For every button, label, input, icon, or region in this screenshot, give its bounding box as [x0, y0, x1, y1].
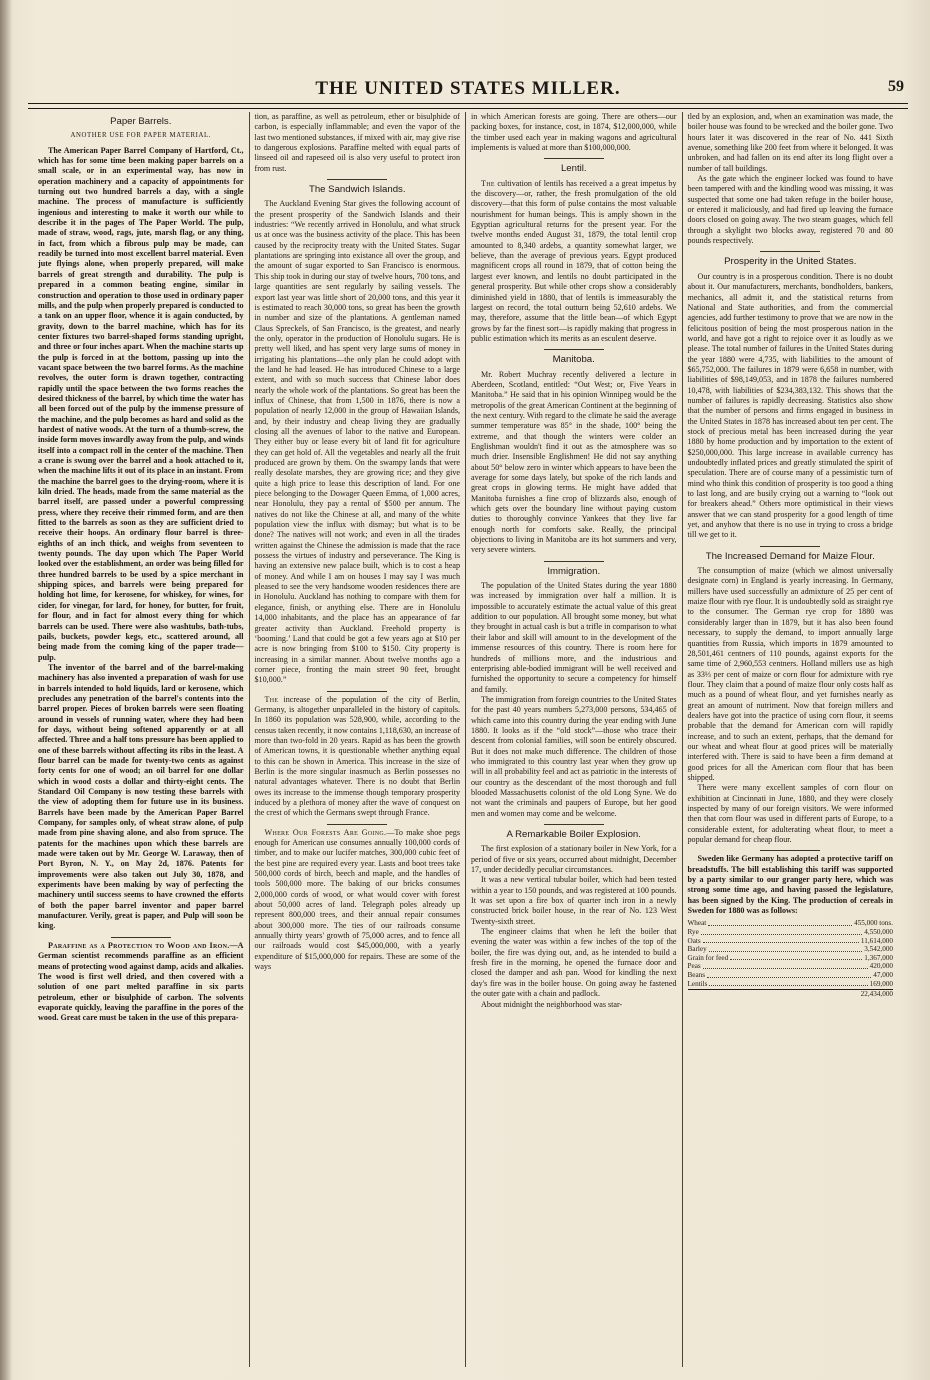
- cereal-production-table: [688, 919, 894, 998]
- article-heading: Lentil.: [560, 163, 587, 175]
- table-row-label: Peas: [687, 962, 701, 971]
- table-row-value: 420,000: [869, 962, 893, 971]
- article-paragraph: [471, 844, 677, 875]
- article-heading: Immigration.: [547, 565, 601, 577]
- paragraph-text: The American Paper Barrel Company of Hartford, Ct., which has for some time been making paper barrels on a small scale, or in an experimental way, has now in operation machinery and a capacity of appointments for turning out two hundred barrels a day, with a single machine. The process of manufacture is sufficiently ingenious and interesting to make it worth our while to describe it in the pages of The Paper World. The pulp, made of straw, wood, rags, jute, marsh flag, or any thing, in fact, from which a fibrous pulp may be made, can readily be turned into most excellent barrel material. Even jute flyings alone, when properly prepared, will make barrels of great strength and durability. The pulp is prepared in a common beating engine, similar in construction and operation to those used in ordinary paper mills, and the pulp when properly prepared is conducted to a tank on an upper floor, whence it is again conducted, by gravity, down to the barrel machine, which has for its center fixtures two barrel-shaped forms standing upright, and three or four inches apart. When the machine starts up the pulp is forced in at the bottom, passing up into the vacant space between the two barrel forms. As the machine revolves, the outer form is drawn together, contracting rapidly until the space between the two forms reaches the desired thickness of the barrel, by which time the water has all been forced out of the pulp by the immense pressure of the machine, and the pulp becomes as hard and solid as the hardest of native woods. At the turn of a thumb-screw, the inside form moves inwardly away from the pulp, and winds itself into a compact roll in the center of the machine. Then a crane is swung over the barrel and a hook attached to it, when the machine lifts it out of its place in an instant. From the machine the barrel goes to the drying-room, where it is kiln dried. The heads, made from the same material as the barrel itself, are passed under a powerful compressing press, where they receive their rimmed form, and are then fitted to the barrels as soon as they are sufficient dried to receive their hoops. An ordinary flour barrel is three-eighths of an inch thick, and weighs from seventeen to twenty pounds. The day upon which The Paper World looked over the establishment, an order was being filled for three hundred barrels to be used by a spice merchant in shipping spices, and barrels were being prepared for holding hot lime, for kerosene, for whiskey, for wines, for cider, for vinegar, for lard, for honey, for butter, for fruit, for flour, and in fact for almost every thing for which barrels can be used. There were also washtubs, bath-tubs, pails, buckets, powder kegs, etc., scattered around, all being made from the coming king of the paper trade—pulp.: [38, 145, 244, 662]
- article-paragraph: [471, 927, 677, 999]
- article-heading: The Increased Demand for Maize Flour.: [705, 550, 875, 562]
- article-paragraph: [471, 179, 677, 345]
- table-row-label: Beans: [687, 971, 706, 979]
- leader-dots: [701, 928, 862, 935]
- article-paragraph: [471, 581, 677, 695]
- section-divider: [544, 158, 604, 159]
- section-divider: [760, 850, 820, 851]
- article-paragraph: [471, 370, 677, 556]
- table-row-value: 1,367,000: [864, 953, 893, 962]
- table-row: [688, 980, 894, 989]
- leader-dots: [708, 919, 852, 926]
- paragraph-text: The engineer claims that when he left the boiler that evening the water was within a few inches of the top of the boiler, the fire was dying out, and, as he intended to build a fresh fire in the morning, he opened the furnace door and closed the damper and ash pan. Wood for kindling the next day's fire was in the boiler house. On going away he fastened the outer gate with a chain and padlock.: [471, 927, 677, 999]
- paragraph-text: The population of the United States during the year 1880 was increased by immigration over half a million. It is impossible to accurately estimate the actual value of this great addition to our population. All brought some money, but what they brought in actual cash is but a trifle in comparison to what their labor and skill will amount to in the development of the immense resources of this country. There is room here for hundreds of millions more, and the industrious and enterprising able-bodied immigrant will be well received and furnished the opportunity to secure a competency for himself and family.: [471, 581, 677, 694]
- article-paragraph: [471, 112, 677, 153]
- leader-dots: [709, 945, 863, 952]
- article-paragraph: [255, 112, 461, 174]
- paragraph-text: tled by an explosion, and, when an examination was made, the boiler house was found to be wrecked and the boiler gone. Two hours later it was discovered in the rear of No. 441 Sixth avenue, something like 200 feet from where it belonged. It was unbroken, and had fallen on its end after its long flight over a number of tall buildings.: [687, 112, 893, 173]
- table-row-value: 3,542,000: [864, 945, 893, 954]
- column-3: [466, 112, 683, 1367]
- article-heading: A Remarkable Boiler Explosion.: [506, 829, 641, 840]
- paragraph-text: The first explosion of a stationary boiler in New York, for a period of five or six years, occurred about midnight, December 17, under decidedly peculiar circumstances.: [471, 844, 677, 875]
- paragraph-lead: Where Our Forests Are Going.: [264, 827, 387, 837]
- leader-dots: [703, 962, 868, 969]
- paragraph-text: Mr. Robert Muchray recently delivered a lecture in Aberdeen, Scotland, entitled: “Out West; or, Five Years in Manitoba.” He said that in his opinion Winnipeg would be the metropolis of the great American Continent at the beginning of the next century. With regard to the climate he said the average summer temperature was 85° in the shade, 100° being the extreme, and that though the winters were colder an Englishman wouldn't find it out as the atmosphere was so much drier. Insensible Englishmen! He did not say anything about 50° below zero in winter which appears to have been the average for some days lately, but spoke of the rich lands and great crops in glowing terms. He might have added that Manitoba furnishes a fine crop of blizzards also, enough of which gets over the boundary line without paying custom duties to thoroughly convince Yankees that they live far enough north for comforts sake. Really, the principal objections to living in Manitoba are its hot summers and very, very severe winters.: [471, 369, 677, 555]
- paragraph-text: About midnight the neighborhood was star-: [481, 999, 623, 1009]
- table-row: [688, 945, 894, 954]
- paragraph-text: in which American forests are going. There are others—our packing boxes, for instance, cost, in 1874, $12,000,000, while the timber used each year in making wagons and agricultural implements is valued at more than $100,000,000.: [471, 112, 677, 153]
- article-paragraph: [471, 1000, 677, 1010]
- column-4: [683, 112, 899, 1367]
- paragraph-text: As the gate which the engineer locked was found to have been tampered with and the kindling wood was missing, it was suspected that some one had taken refuge in the boiler house, or entered it maliciously, and had fired up leaving the furnace doors closed on going away. The two steam guages, which fell through a skylight two blocks away, registered 70 and 80 pounds respectively.: [687, 174, 893, 246]
- article-paragraph: [38, 663, 244, 932]
- article-paragraph: [255, 828, 461, 973]
- paragraph-lead: Paraffine as a Protection to Wood and Iron.: [48, 940, 230, 950]
- table-row: [688, 937, 894, 946]
- article-heading: Paper Barrels.: [110, 116, 172, 127]
- page-header: [28, 78, 908, 100]
- article-paragraph: [688, 783, 894, 845]
- leader-dots: [707, 971, 871, 978]
- article-subheading: ANOTHER USE FOR PAPER MATERIAL.: [70, 132, 212, 140]
- article-paragraph: [255, 199, 461, 685]
- table-row-label: Wheat: [687, 919, 707, 928]
- table-row-value: 169,000: [869, 979, 893, 988]
- section-divider: [544, 561, 604, 562]
- article-paragraph: [471, 695, 677, 819]
- table-row: [688, 962, 894, 971]
- article-columns: [33, 112, 898, 1367]
- article-paragraph: [688, 174, 894, 246]
- table-row-value: 11,614,000: [860, 936, 893, 945]
- leader-dots: [703, 937, 859, 944]
- article-paragraph: [38, 941, 244, 1024]
- article-paragraph: [688, 112, 894, 174]
- section-divider: [760, 546, 820, 547]
- paragraph-text: The inventor of the barrel and of the barrel-making machinery has also invented a preparation of wash for use in barrels intended to hold liquids, lard or kerosene, which precludes any penetration of the barrel's contents into the barrel proper. Pieces of broken barrels were seen floating around in vessels of running water, where they had been for days, without being softened apparently or at all affected. Three and a half tons pressure has been applied to one of these barrels without affecting its ribs in the least. A flour barrel can be made for twenty-two cents as against forty cents for one of wood; an oil barrel for one dollar which in wood costs a dollar and thirty-eight cents. The Standard Oil Company is now testing these barrels with the view of adopting them for future use in its business. Barrels have been made by the American Paper Barrel Company, for samples only, of wheat straw alone, of pulp made from pine shaving alone, and also from spruce. The patents for the machines upon which these barrels are made were taken out by Mr. George W. Laraway, then of Port Byron, N. Y., on May 2d, 1876. Patents for improvements were also taken out July 30, 1878, and experiments have been making by way of perfecting the machinery until success seems to have crowned the efforts of both the paper barrel inventor and paper barrel manufacturer. Verily, great is paper, and Pulp will soon be king.: [38, 662, 244, 931]
- page-number: 59: [888, 78, 904, 95]
- table-row: [688, 928, 894, 937]
- paragraph-lead: The: [481, 178, 495, 188]
- column-1: [33, 112, 250, 1367]
- table-total: 22,434,000: [688, 989, 894, 999]
- paragraph-text: Sweden like Germany has adopted a protective tariff on breadstuffs. The bill establishing this tariff was supported by a party similar to our granger party here, which was strong some time ago, and having passed the legislature, has been signed by the King. The production of cereals in Sweden for 1880 was as follows:: [687, 854, 893, 916]
- section-divider: [327, 691, 387, 692]
- table-row-label: Oats: [687, 936, 701, 945]
- table-row: [688, 954, 894, 963]
- paragraph-text: The immigration from foreign countries to the United States for the past 40 years numbers 5,273,000 persons, 534,465 of which came into this country during the year ending with June 1880. It looks as if the “old stock”—those who trace their descent from colonial families, will soon be entirely obscured. But it does not make much difference. The children of those who immigrated to this country last year when they grow up will in all probability feel and act as patriotic in the interests of our country as the descendant of the most thorough and full blooded Massachusetts colonist of the old Long Syne. We do not want the criminals and paupers of Europe, but her good men and women may come and be welcome.: [471, 694, 677, 818]
- paragraph-text: It was a new vertical tubular boiler, which had been tested within a year to 150 pounds, and was registered at 100 pounds. It was set upon a fire box of quarter inch iron in a newly constructed brick boiler house, in the rear of No. 123 West Twenty-sixth street.: [471, 875, 677, 926]
- paragraph-text: The Auckland Evening Star gives the following account of the present prosperity of the Sandwich Islands and their industries: “We recently arrived in Honolulu, and what struck us at once was the business activity of the place. This has been caused by the reciprocity treaty with the United States. Sugar plantations are springing into existance all over the group, and the amount of sugar exported to San Francisco is enormous. This ship took in during our stay of twelve hours, 700 tons, and large quantities are sent regularly by sailing vessels. The export last year was little short of 20,000 tons, and this year it is estimated to reach 30,000 tons, so great has been the growth in number and size of the plantations. A gentleman named Claus Spreckels, of San Francisco, is the greatest, and nearly the only, operator in the production of Honolulu sugars. He is pretty well liked, and has spent very large sums of money in irrigating his plantations—the only plan he could adopt with the land he had leased. He has introduced Chinese to a large extent, and with so much success that Chinese labor does nearly the whole work of the plantations. So great has been the influx of Chinese, that from 1,500 in 1876, there is now a population of nearly 12,000 in the group of Hawaiian Islands, and, by their industry and cheap living they are gradually closing all the avenues of labor to the native and European. They either buy or lease every bit of land fit for agriculture they can get hold of. All the vegetables and nearly all the fruit produced are grown by them. On the swampy lands that were really desolate marshes, they are growing rice; and they give quite a high price to lease this description of land. For one piece belonging to the Dowager Queen Emma, of 1,000 acres, near Honolulu, they pay a rental of $500 per annum. The natives do not like the Chinese at all, and many of the white population view the influx with dismay; but what is to be done? The natives will not work; and even in all the tirades written against the Chinese the admission is made that the race possess the virtues of industry and perseverance. The King is having an extensive new palace built, which is to cost a heap of money. And while I am on houses I may say I was much pleased to see the very handsome wooden residences there are in Honolulu. Auckland has nothing to compare with them for elegance, finish, or anything else. There are in Honolulu 14,000 inhabitants, and the place has an appearance of far greater activity than Auckland. Freehold property is ‘booming.’ Land that could be got a few years ago at $10 per acre is now bringing from $100 to $150. City property is increasing in a similar manner. About twelve months ago a corner piece, fronting the main street 90 feet, brought $10,000.”: [254, 199, 460, 685]
- table-row-label: Grain for feed: [687, 953, 729, 962]
- article-paragraph: [688, 854, 894, 916]
- article-heading: Prosperity in the United States.: [724, 256, 857, 268]
- section-divider: [327, 824, 387, 825]
- article-paragraph: [471, 875, 677, 927]
- masthead: THE UNITED STATES MILLER.: [315, 78, 621, 99]
- article-paragraph: [688, 566, 894, 783]
- table-row-label: Barley: [687, 945, 707, 954]
- section-divider: [544, 349, 604, 350]
- article-heading: Manitoba.: [552, 354, 595, 366]
- paragraph-text: There were many excellent samples of corn flour on exhibition at Cincinnati in June, 1880, and they were closely inspected by many of our foreign visitors. We were informed then that corn flour was used in different parts of Europe, to a considerable extent, for adulterating wheat flour, to meet a popular demand for cheap flour.: [687, 783, 893, 845]
- paragraph-text: The consumption of maize (which we almost universally designate corn) in England is yearly increasing. In Germany, millers have used successfully an admixture of 25 per cent of maize flour with rye flour. It is undoubtedly sold as straight rye to the consumer. The German rye crop for 1880 was considerably larger than in 1879, but it has also been found necessary, to supply the demand, to import annually large quantities from Russia, which imports in 1879 amounted to 28,501,461 centners of 110 pounds, against exports for the same time of 2,960,553 centners. Holland millers use as high as 33⅓ per cent of maize or corn flour for admixture with rye flour. They claim that a pound of maize flour only costs half as much as a pound of wheat flour, and yet furnishes nearly as great an amount of nutriment. Now that foreign millers and dealers have got into the practice of using corn flour, it seems probable that the demand for American corn will rapidly increase, and to such an extent, perhaps, that the demand for our wheat and wheat flour at good prices will be materially interfered with. There is said to have been a firm demand at good prices for all the American corn flour that has been shipped.: [687, 566, 893, 782]
- paragraph-text: —To make shoe pegs enough for American use consumes annually 100,000 cords of timber, and to make our lucifer matches, 300,000 cubic feet of the best pine are required every year. Lasts and boot trees take 500,000 cords of birch, beech and maple, and the handles of tools 500,000 more. The baking of our bricks consumes 2,000,000 cords of wood, or what would cover with forest about 50,000 acres of land. Telegraph poles already up represent 800,000 trees, and their annual repair consumes about 300,000 more. The ties of our railroads consume annually thirty years' growth of 75,000 acres, and to fence all our railroads would cost $45,000,000, with a yearly expenditure of $15,000,000 for repairs. These are some of the ways: [254, 827, 461, 972]
- binding-shadow: [0, 0, 12, 1380]
- article-paragraph: [688, 272, 894, 541]
- header-rule: [28, 103, 908, 109]
- table-row: [688, 919, 894, 928]
- table-row-value: 4,550,000: [864, 928, 893, 937]
- article-heading: The Sandwich Islands.: [308, 184, 406, 196]
- section-divider: [544, 824, 604, 825]
- table-row-value: 455,000 tons.: [854, 919, 893, 928]
- article-paragraph: [255, 695, 461, 819]
- paragraph-text: —A German scientist recommends paraffine as an efficient means of protecting wood against damp, acids and alkalies. The wood is first well dried, and then covered with a solution of one part melted paraffine in six parts petroleum, ether or bisulphide of carbon. The solvents evaporate quickly, leaving the paraffine in the pores of the wood. Great care must be taken in the use of this prepara-: [38, 940, 244, 1023]
- section-divider: [327, 179, 387, 180]
- section-divider: [760, 251, 820, 252]
- paragraph-text: cultivation of lentils has received a a great impetus by the discovery—or, rather, the fresh promulgation of the old discovery—that this form of pulse contains the most valuable nourishment for human beings. This is amply shown in the Egyptian agricultural returns for the present year. For the twelve months ended August 31, 1879, the total lentil crop amounted to 8,340 ardebs, a quantity somewhat larger, we believe, than the average of previous years. Egypt produced magnificent crops all round in 1879, that of cotton being the largest ever known, and lentils no doubt participated in the general prosperity. But while other crops show a considerably diminished yield in 1880, that of lentils is immeasurably the largest on record, the total outturn being 52,610 ardebs. We may, therefore, assume that the little bean—of which Egypt grows by far the finest sort—is rapidly making that progress in public estimation which its merits as an esculent deserve.: [471, 178, 677, 343]
- table-row-label: Rye: [687, 928, 699, 937]
- paragraph-text: Our country is in a prosperous condition. There is no doubt about it. Our manufacturers, merchants, bondholders, bankers, mechanics, all admit it, and the statistical returns from National and State authorities, and from the commercial agencies, add further testimony to prove that we are now in the felicitous position of being the most prosperous nation in the world, and have got a right to rejoice over it as loudly as we please. The total number of failures in the United States during the year 1880 were 4,735, with liabilities to the amount of $65,752,000. The failures in 1879 were 6,658 in number, with liabilities of $98,149,053, and in 1878 the failures numbered 10,478, with liabilities of $234,383,132. This shows that the number of failures is rapidly decreasing. Statistics also show that the number of persons and firms engaged in business in the United States in 1878 has increased about ten per cent. The stock of precious metal has been increased during the year 1880 by home production and by importation to the extent of $250,000,000. This large increase in available currency has undoubtedly inflated prices and greatly stimulated the spirit of speculation. There are of course many of a pessimistic turn of mind who think this condition of prosperity is too good a thing to last long, and are busily crying out a warning to “look out for breakers ahead.” Others more optimistical in their views answer that we can stand prosperity for a good length of time yet, and anyhow that there is no use in trying to cross a bridge till we get to it.: [687, 271, 893, 540]
- paragraph-lead: The: [264, 694, 279, 704]
- paragraph-text: tion, as paraffine, as well as petroleum, ether or bisulphide of carbon, is especially inflammable; and even the vapor of the last two mentioned substances, if mixed with air, may give rise to dangerous explosions. Paraffine melted with equal parts of linseed oil and rapeseed oil is also very useful to protect iron from rust.: [254, 112, 460, 173]
- table-row: [688, 971, 894, 980]
- section-divider: [111, 937, 171, 938]
- article-paragraph: [38, 146, 244, 663]
- leader-dots: [709, 980, 867, 987]
- column-2: [250, 112, 467, 1367]
- paragraph-text: increase of the population of the city of Berlin, Germany, is altogether unparalleled in the history of capitols. In 1860 its population was 528,900, while, according to the census taken recently, it now contains 1,118,630, an increase of more than two-fold in 20 years. Rapid as has been the growth of American towns, it is questionable whether anything equal to this can be shown in America. This increase in the size of Berlin is the more singular inasmuch as Berlin possesses no natural advantages whatever. There is no doubt that Berlin owes its increase to the immense though temporary prosperity induced by a plethora of money after the wave of conquest on the crest of which the Germans swept through France.: [254, 694, 460, 818]
- table-row-label: Lentils: [687, 979, 708, 988]
- leader-dots: [730, 954, 862, 961]
- table-row-value: 47,000: [873, 971, 893, 979]
